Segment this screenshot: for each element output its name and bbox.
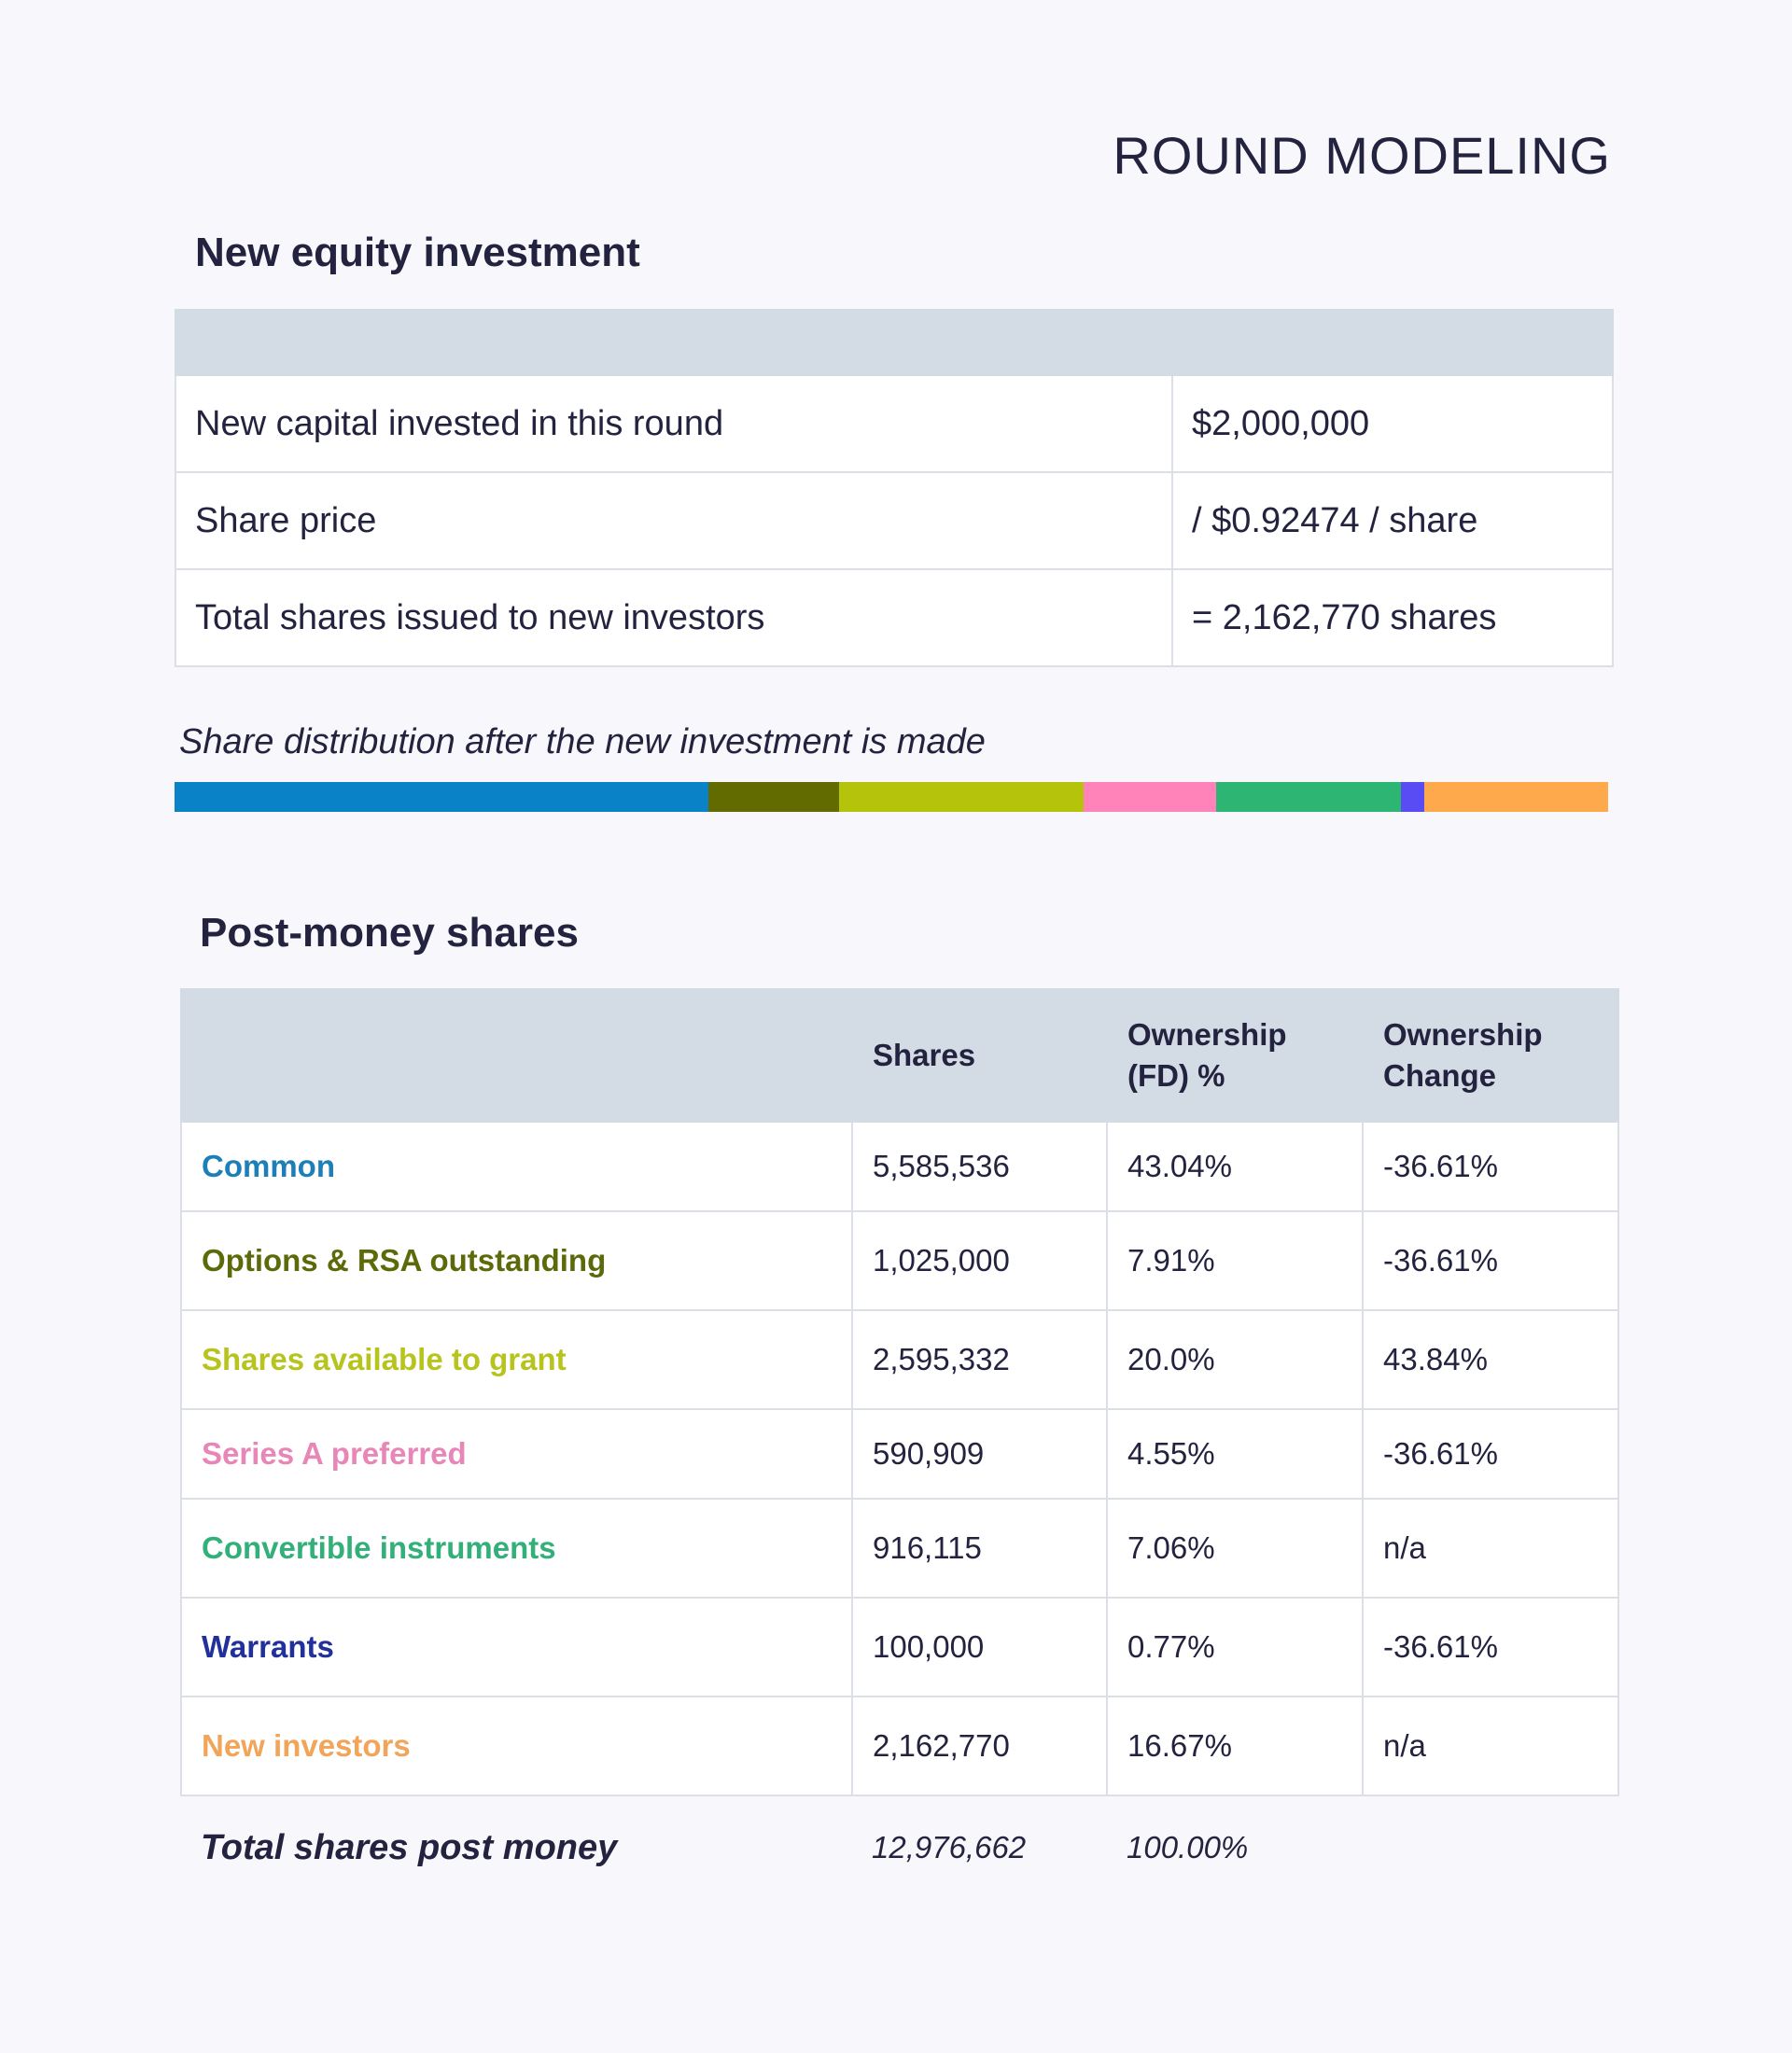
header-ownership-change-text: Ownership Change: [1383, 1017, 1543, 1093]
table-row: [175, 472, 1613, 569]
row-ownership: 0.77%: [1107, 1598, 1363, 1697]
distribution-segment: [1084, 782, 1216, 812]
share-price-label: Share price: [175, 472, 1172, 569]
total-ownership: 100.00%: [1127, 1830, 1249, 1864]
total-shares-issued-value: = 2,162,770 shares: [1172, 569, 1613, 666]
post-money-heading: Post-money shares: [200, 910, 579, 956]
row-ownership: 7.06%: [1107, 1499, 1363, 1598]
investment-table-header: [175, 310, 1613, 375]
share-price-value: / $0.92474 / share: [1172, 472, 1613, 569]
row-label: Common: [181, 1122, 852, 1211]
total-row: [181, 1795, 1618, 1899]
investment-heading: New equity investment: [195, 230, 640, 275]
distribution-segment: [1216, 782, 1401, 812]
header-ownership-text: Ownership (FD) %: [1127, 1017, 1287, 1093]
row-ownership: 20.0%: [1107, 1310, 1363, 1409]
row-shares: 2,595,332: [852, 1310, 1107, 1409]
total-change: [1363, 1795, 1618, 1899]
row-ownership-change: -36.61%: [1363, 1211, 1618, 1310]
table-row: [175, 375, 1613, 472]
row-shares: 590,909: [852, 1409, 1107, 1499]
row-ownership-change: n/a: [1363, 1499, 1618, 1598]
row-label: Shares available to grant: [181, 1310, 852, 1409]
page-title: ROUND MODELING: [1113, 126, 1611, 185]
distribution-segment: [1424, 782, 1608, 812]
table-row: [175, 569, 1613, 666]
row-ownership-change: -36.61%: [1363, 1409, 1618, 1499]
row-label: Warrants: [181, 1598, 852, 1697]
table-row: [181, 1122, 1618, 1211]
row-label: Series A preferred: [181, 1409, 852, 1499]
total-label: Total shares post money: [201, 1827, 618, 1867]
row-shares: 5,585,536: [852, 1122, 1107, 1211]
distribution-segment: [839, 782, 1084, 812]
row-shares: 916,115: [852, 1499, 1107, 1598]
row-ownership: 16.67%: [1107, 1697, 1363, 1795]
table-row: [181, 1697, 1618, 1795]
post-money-table-header: [181, 989, 1618, 1122]
header-ownership: [1107, 989, 1363, 1122]
distribution-segment: [708, 782, 839, 812]
total-shares: 12,976,662: [872, 1830, 1027, 1864]
row-ownership-change: -36.61%: [1363, 1598, 1618, 1697]
distribution-segment: [175, 782, 708, 812]
row-ownership: 7.91%: [1107, 1211, 1363, 1310]
post-money-table: [180, 988, 1619, 1899]
distribution-segment: [1401, 782, 1424, 812]
row-shares: 1,025,000: [852, 1211, 1107, 1310]
capital-invested-label: New capital invested in this round: [175, 375, 1172, 472]
row-ownership-change: -36.61%: [1363, 1122, 1618, 1211]
table-row: [181, 1310, 1618, 1409]
share-distribution-bar: [175, 782, 1608, 812]
header-shares: Shares: [852, 989, 1107, 1122]
distribution-caption: Share distribution after the new investment is made: [179, 722, 986, 761]
row-shares: 2,162,770: [852, 1697, 1107, 1795]
row-shares: 100,000: [852, 1598, 1107, 1697]
table-row: [181, 1409, 1618, 1499]
row-ownership: 43.04%: [1107, 1122, 1363, 1211]
capital-invested-value: $2,000,000: [1172, 375, 1613, 472]
row-label: Convertible instruments: [181, 1499, 852, 1598]
investment-table: [175, 309, 1614, 667]
row-ownership: 4.55%: [1107, 1409, 1363, 1499]
row-ownership-change: 43.84%: [1363, 1310, 1618, 1409]
row-label: New investors: [181, 1697, 852, 1795]
total-shares-issued-label: Total shares issued to new investors: [175, 569, 1172, 666]
header-ownership-change: [1363, 989, 1618, 1122]
row-label: Options & RSA outstanding: [181, 1211, 852, 1310]
table-row: [181, 1499, 1618, 1598]
table-row: [181, 1211, 1618, 1310]
header-label: [181, 989, 852, 1122]
row-ownership-change: n/a: [1363, 1697, 1618, 1795]
table-row: [181, 1598, 1618, 1697]
